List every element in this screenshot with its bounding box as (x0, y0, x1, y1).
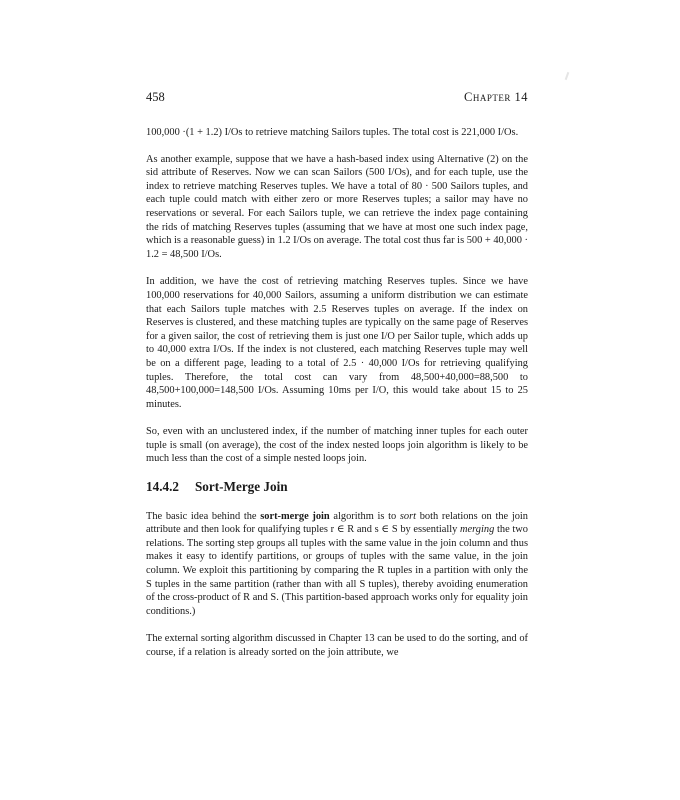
page-header (146, 90, 528, 105)
paragraph-4: So, even with an unclustered index, if the number of matching inner tuples for each outer tuple is small (on average), the cost of the index nested loops join algorithm is likely to be much less than the cost of a simple nested loops join. (146, 426, 528, 465)
p5-text-4: the two relations. The sorting step groups all tuples with the same value in the join column and thus makes it easy to identify partitions, or groups of tuples with the same value, in the join column. We exploit this partitioning by comparing the R tuples in a partition with only the S tuples in the same partition (rather than with all S tuples), thereby avoiding enumeration of the cross-product of R and S. (This partition-based approach works only for equality join conditions.) (146, 524, 529, 617)
section-title: Sort-Merge Join (194, 479, 288, 495)
p5-text-2: algorithm is to (329, 510, 400, 522)
p5-text-3: both relations on the join attribute and then look for qualifying tuples r ∈ R and s ∈ S by essentially (146, 510, 528, 536)
page-number: 458 (146, 90, 165, 104)
p5-term-sort-merge-join: sort-merge join (260, 510, 330, 522)
paragraph-6: The external sorting algorithm discussed in Chapter 13 can be used to do the sorting, and of course, if a relation is already sorted on the join attribute, we (146, 633, 528, 658)
p5-text-1: The basic idea behind the (146, 510, 261, 522)
paragraph-5 (146, 510, 528, 619)
p5-em-sort: sort (399, 510, 417, 522)
paragraph-1: 100,000 ·(1 + 1.2) I/Os to retrieve matching Sailors tuples. The total cost is 221,000 I/Os. (146, 127, 519, 138)
section-number: 14.4.2 (146, 479, 179, 495)
p5-em-merging: merging (460, 524, 495, 536)
paragraph-3: In addition, we have the cost of retrieving matching Reserves tuples. Since we have 100,000 reservations for 40,000 Sailors, assuming a uniform distribution we can estimate that each Sailors tuple matches with 2.5 Reserves tuples on average. If the index on Reserves is clustered, and these matching tuples are typically on the same page of Reserves for a given sailor, the cost of retrieving them is just one I/O per Sailor tuple, which adds up to 40,000 extra I/Os. If the index is not clustered, each matching Reserves tuple may well be on a different page, leading to a total of 2.5 · 40,000 I/Os for retrieving qualifying tuples. Therefore, the total cost can vary from 48,500+40,000=88,500 to 48,500+100,000=148,500 I/Os. Assuming 10ms per I/O, this would take about 15 to 25 minutes. (146, 276, 528, 410)
page-body (146, 126, 528, 674)
scan-mark (565, 72, 570, 80)
chapter-title: Chapter 14 (464, 90, 528, 104)
paragraph-2: As another example, suppose that we have a hash-based index using Alternative (2) on the sid attribute of Reserves. Now we can scan Sailors (500 I/Os), and for each tuple, use the index to retrieve matching Reserves tuples. We have a total of 80 · 500 Sailors tuples, and each tuple could match with either zero or more Reserves tuples; a sailor may have no reservations or several. For each Sailors tuple, we can retrieve the index page containing the rids of matching Reserves tuples (assuming that we have at most one such index page, which is a reasonable guess) in 1.2 I/Os on average. The total cost thus far is 500 + 40,000 · 1.2 = 48,500 I/Os. (146, 153, 528, 260)
section-heading (146, 480, 528, 494)
